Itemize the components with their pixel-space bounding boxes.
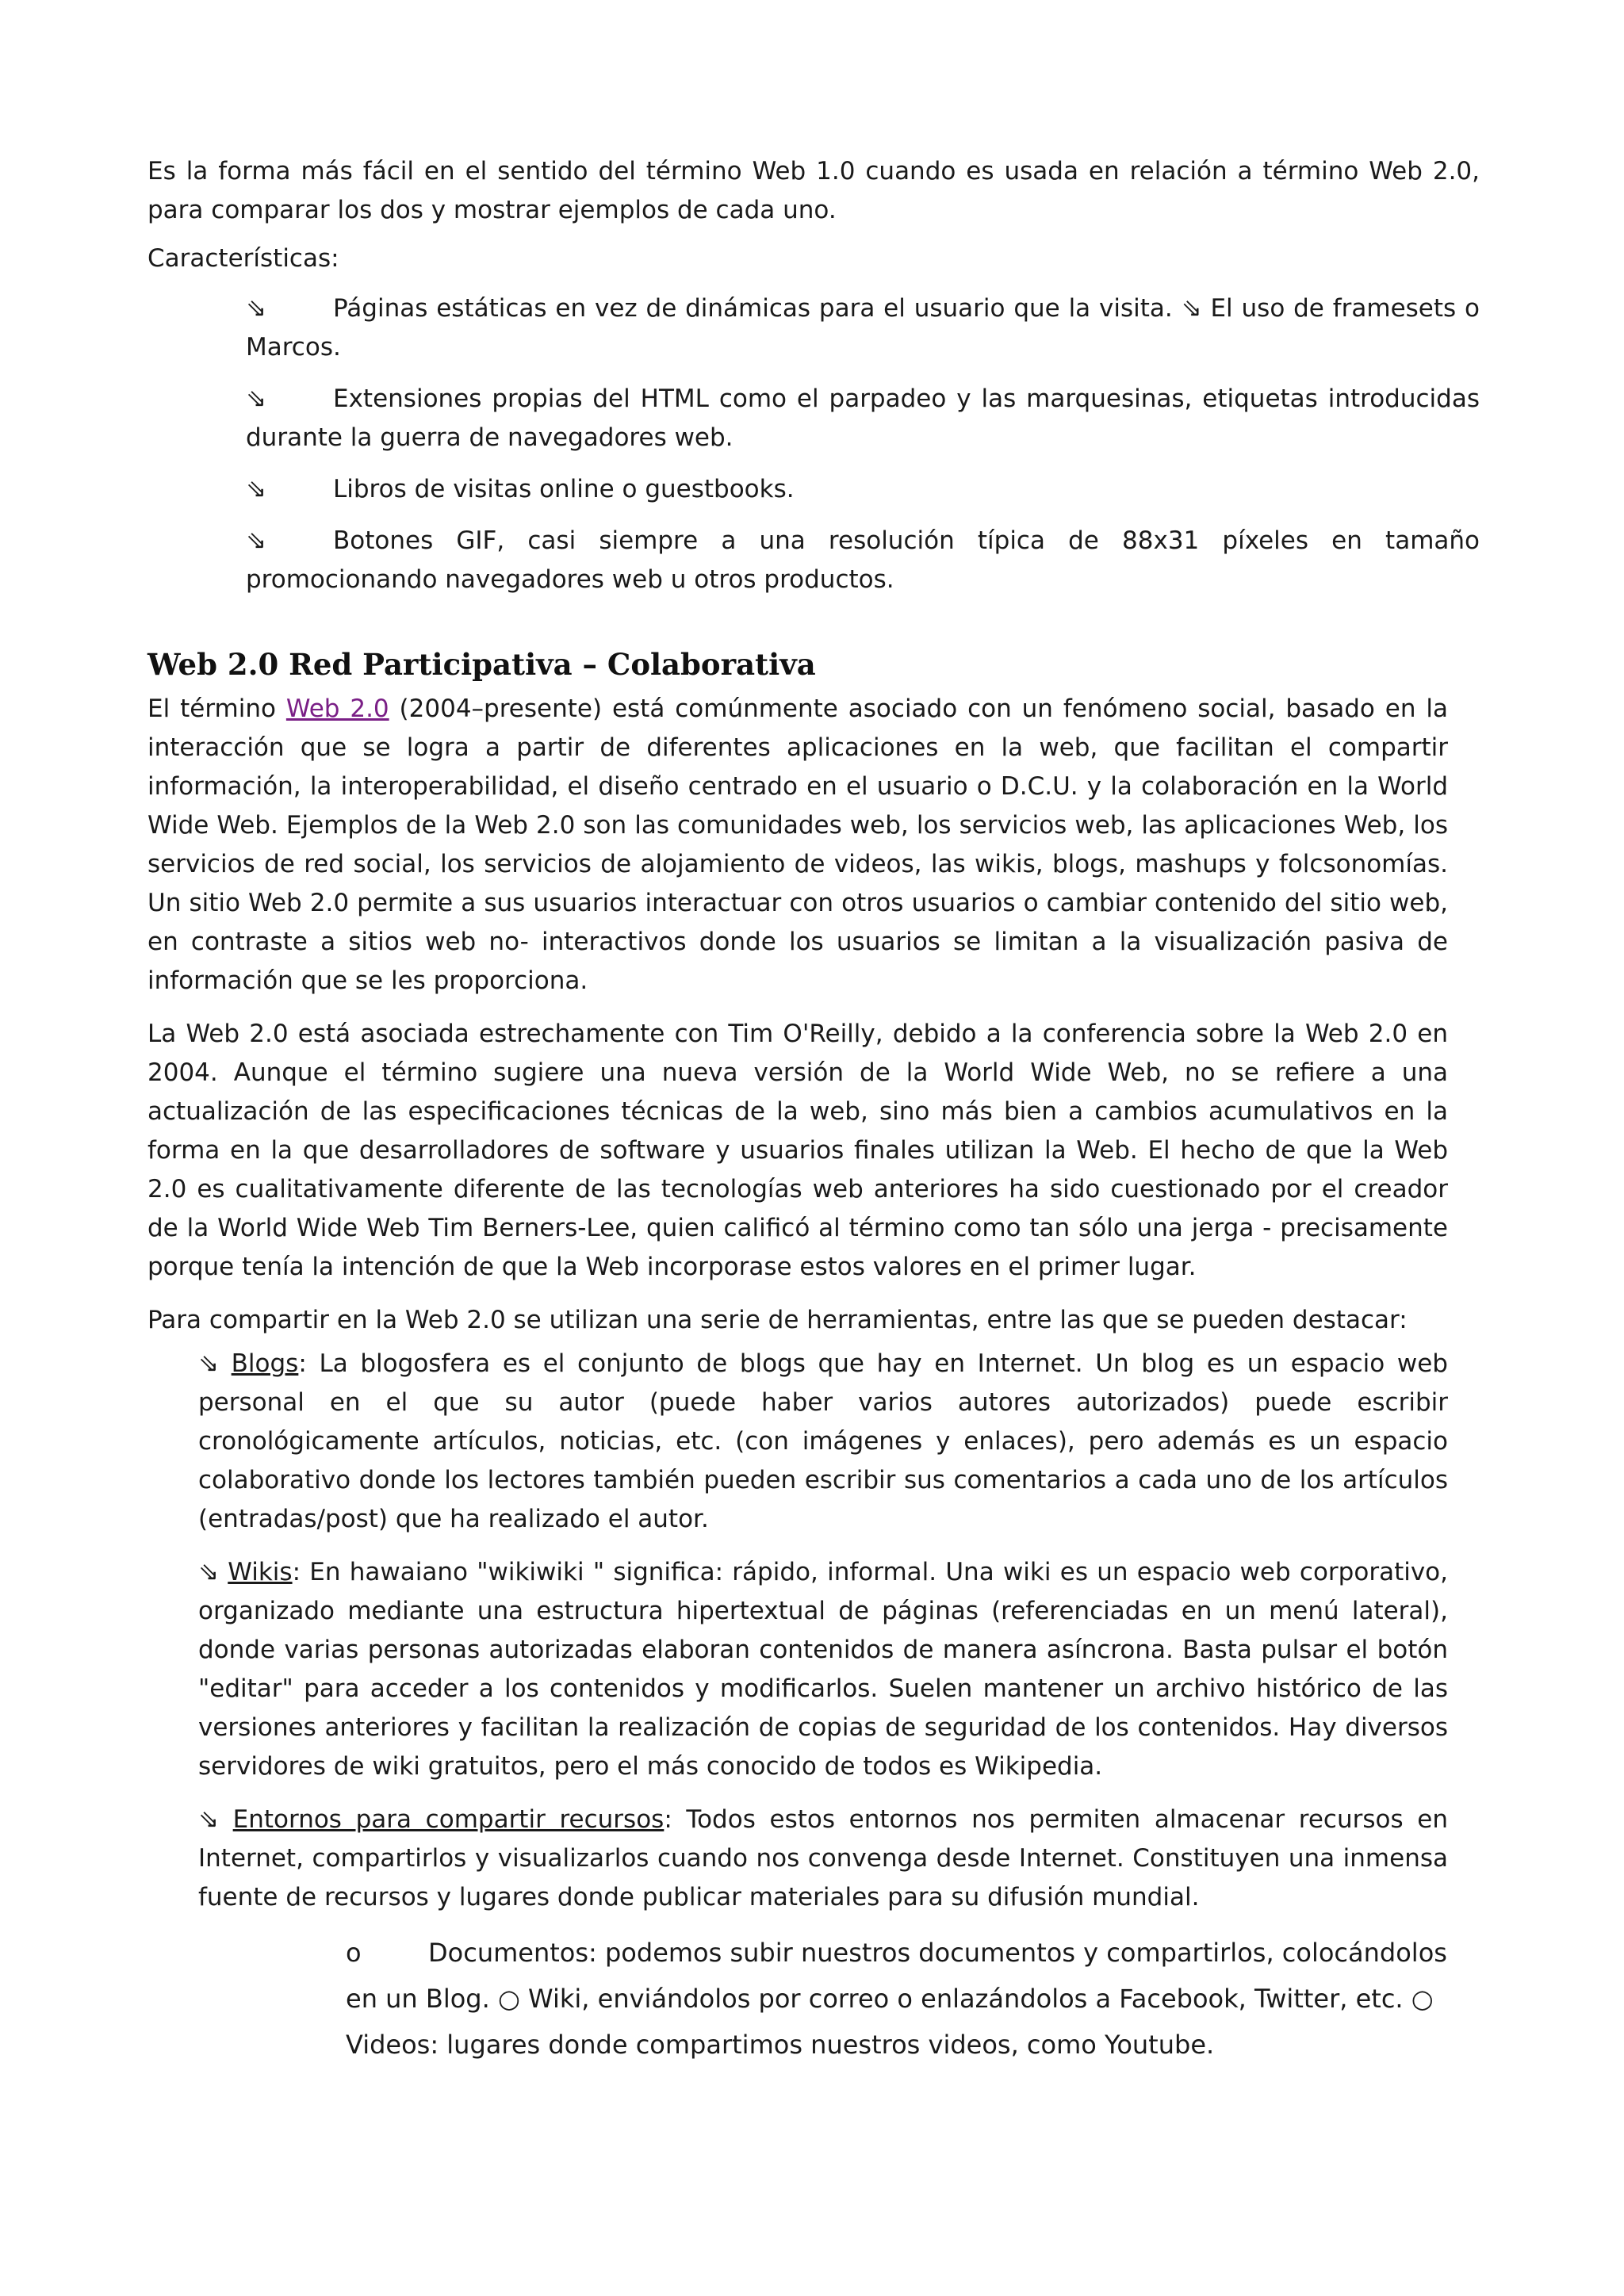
web20-link[interactable]: Web 2.0 <box>285 695 389 723</box>
arrow-bullet-icon: ⇘ <box>1181 294 1202 323</box>
arrow-bullet-icon: ⇘ <box>246 475 266 503</box>
list-item <box>246 522 1480 599</box>
arrow-bullet-icon: ⇘ <box>198 1805 219 1834</box>
body-paragraph: Para compartir en la Web 2.0 se utilizan una serie de herramientas, entre las que se pueden destacar: <box>147 1306 1408 1334</box>
arrow-bullet-icon: ⇘ <box>246 294 266 323</box>
list-item <box>346 1930 1448 2068</box>
list-item-text: Wiki, enviándolos por correo o enlazándolos a Facebook, Twitter, etc. <box>528 1984 1404 2014</box>
list-item-text: Extensiones propias del HTML como el parpadeo y las marquesinas, etiquetas introducidas durante la guerra de navegadores web. <box>246 385 1480 452</box>
resource-subitems <box>147 1930 1448 2068</box>
circle-bullet-icon: ○ <box>497 1984 520 2014</box>
tool-name-blogs: Blogs <box>231 1349 299 1378</box>
paragraph-text: (2004–presente) está comúnmente asociado con un fenómeno social, basado en la interacción que se logra a partir de diferentes aplicaciones en la web, que facilitan el compartir información, la interoperabilidad, el diseño centrado en el usuario o D.C.U. y la colaboración en la World Wide Web. Ejemplos de la Web 2.0 son las comunidades web, los servicios web, las aplicaciones Web, los servicios de red social, los servicios de alojamiento de videos, las wikis, blogs, mashups y folcsonomías. Un sitio Web 2.0 permite a sus usuarios interactuar con otros usuarios o cambiar contenido del sitio web, en contraste a sitios web no- interactivos donde los usuarios se limitan a la visualización pasiva de información que se les proporciona. <box>147 695 1448 995</box>
list-item-text: El uso de framesets o Marcos. <box>246 294 1480 362</box>
tool-name-entornos: Entornos para compartir recursos <box>232 1805 665 1834</box>
section-heading: Web 2.0 Red Participativa – Colaborativa <box>147 647 816 682</box>
paragraph-text: El término <box>147 695 286 723</box>
list-item <box>246 380 1480 457</box>
body-paragraph: La Web 2.0 está asociada estrechamente con Tim O'Reilly, debido a la conferencia sobre la Web 2.0 en 2004. Aunque el término sugiere una nueva versión de la World Wide Web, no se refiere a una actualización de las especificaciones técnicas de la web, sino más bien a cambios acumulativos en la forma en la que desarrolladores de software y usuarios finales utilizan la Web. El hecho de que la Web 2.0 es cualitativamente diferente de las tecnologías web anteriores ha sido cuestionado por el creador de la World Wide Web Tim Berners-Lee, quien calificó al término como tan sólo una jerga - precisamente porque tenía la intención de que la Web incorporase estos valores en el primer lugar. <box>147 1020 1448 1281</box>
list-item <box>198 1553 1448 1786</box>
arrow-bullet-icon: ⇘ <box>246 526 266 555</box>
list-item-text: Documentos: podemos subir nuestros documentos y compartirlos, colocándolos en un Blog. <box>346 1938 1447 2014</box>
list-item-text: Botones GIF, casi siempre a una resolución típica de 88x31 píxeles en tamaño promocionando navegadores web u otros productos. <box>246 526 1480 594</box>
circle-bullet-icon: ○ <box>1411 1984 1434 2014</box>
list-item-text: : La blogosfera es el conjunto de blogs que hay en Internet. Un blog es un espacio web personal en el que su autor (puede haber varios autores autorizados) puede escribir cronológicamente artículos, noticias, etc. (con imágenes y enlaces), pero además es un espacio colaborativo donde los lectores también pueden escribir sus comentarios a cada uno de los artículos (entradas/post) que ha realizado el autor. <box>198 1349 1448 1533</box>
arrow-bullet-icon: ⇘ <box>246 385 266 413</box>
list-item <box>198 1345 1448 1539</box>
tools-list <box>147 1345 1448 1917</box>
body-paragraph <box>147 690 1448 1001</box>
list-item-text: Libros de visitas online o guestbooks. <box>333 475 795 503</box>
arrow-bullet-icon: ⇘ <box>198 1349 219 1378</box>
list-item-text: Videos: lugares donde compartimos nuestros videos, como Youtube. <box>346 2030 1215 2060</box>
characteristics-label: Características: <box>147 244 339 273</box>
list-item <box>246 289 1480 367</box>
list-item <box>198 1800 1448 1917</box>
list-item-text: : En hawaiano "wikiwiki " significa: rápido, informal. Una wiki es un espacio web corporativo, organizado mediante una estructura hipertextual de páginas (referenciadas en un menú lateral), donde varias personas autorizadas elaboran contenidos de manera asíncrona. Basta pulsar el botón "editar" para acceder a los contenidos y modificarlos. Suelen mantener un archivo histórico de las versiones anteriores y facilitan la realización de copias de seguridad de los contenidos. Hay diversos servidores de wiki gratuitos, pero el más conocido de todos es Wikipedia. <box>198 1558 1448 1781</box>
intro-paragraph: Es la forma más fácil en el sentido del término Web 1.0 cuando es usada en relación a término Web 2.0, para comparar los dos y mostrar ejemplos de cada uno. <box>147 157 1480 224</box>
list-item <box>246 470 1480 509</box>
document-page <box>147 152 1480 2068</box>
list-item-text: : Todos estos entornos nos permiten almacenar recursos en Internet, compartirlos y visualizarlos cuando nos convenga desde Internet. Constituyen una inmensa fuente de recursos y lugares donde publicar materiales para su difusión mundial. <box>198 1805 1449 1911</box>
list-item-text: Páginas estáticas en vez de dinámicas para el usuario que la visita. <box>333 294 1173 323</box>
characteristics-list <box>147 289 1480 599</box>
circle-bullet-icon: o <box>346 1938 362 1968</box>
arrow-bullet-icon: ⇘ <box>198 1558 219 1586</box>
tool-name-wikis: Wikis <box>228 1558 293 1586</box>
